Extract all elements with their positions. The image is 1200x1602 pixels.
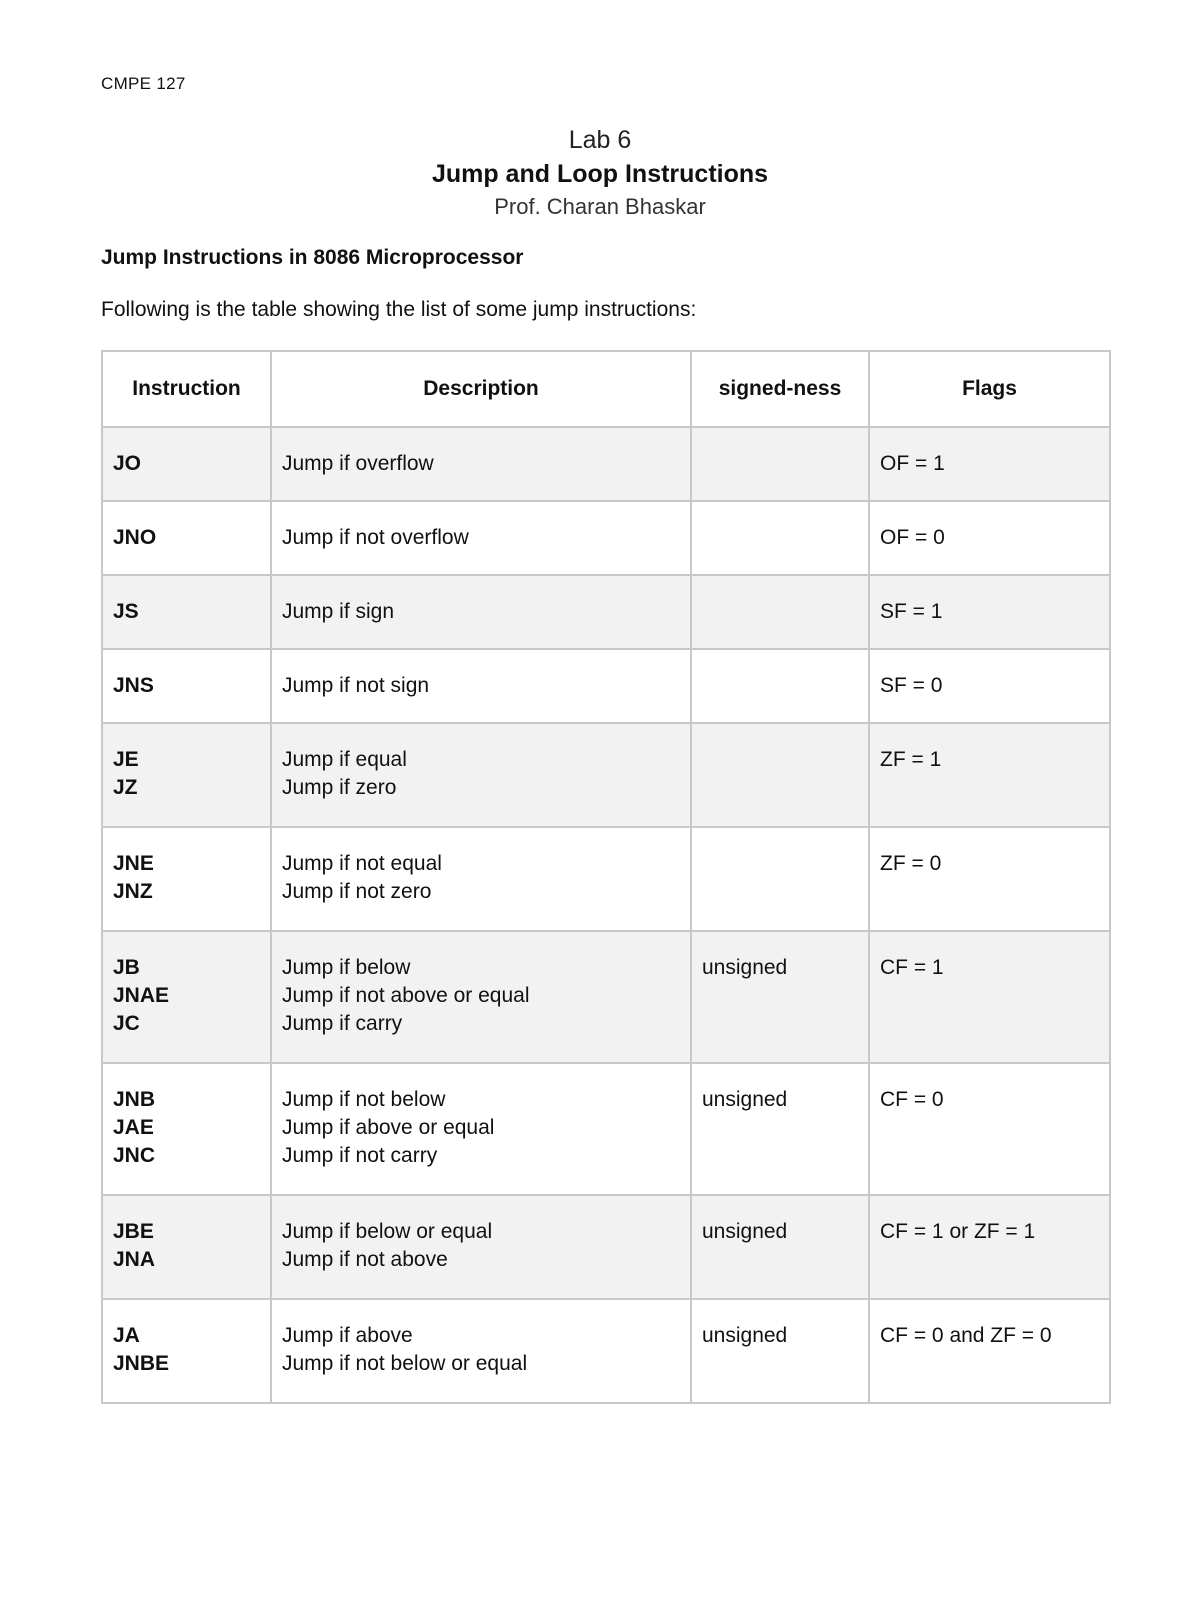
signedness-cell: unsigned: [691, 1063, 869, 1195]
instruction-mnemonic: JNBE: [113, 1352, 170, 1375]
signedness-cell: unsigned: [691, 1299, 869, 1403]
instruction-mnemonic: JA: [113, 1324, 140, 1347]
signedness-cell: [691, 649, 869, 723]
description-line: Jump if zero: [282, 776, 397, 799]
description-line: Jump if not equal: [282, 852, 442, 875]
description-line: Jump if not overflow: [282, 526, 469, 549]
table-row: [102, 649, 1110, 723]
instruction-mnemonic: JNA: [113, 1248, 156, 1271]
table-row: [102, 931, 1110, 1063]
description-cell: [271, 649, 691, 723]
signedness-cell: [691, 501, 869, 575]
description-line: Jump if not carry: [282, 1144, 438, 1167]
instruction-cell: [102, 1063, 271, 1195]
instruction-mnemonic: JE: [113, 748, 139, 771]
instruction-cell: [102, 1299, 271, 1403]
table-row: [102, 723, 1110, 827]
description-line: Jump if carry: [282, 1012, 403, 1035]
table-row: [102, 575, 1110, 649]
instruction-mnemonic: JBE: [113, 1220, 154, 1243]
instruction-cell: [102, 827, 271, 931]
section-heading: Jump Instructions in 8086 Microprocessor: [101, 246, 524, 269]
description-line: Jump if overflow: [282, 452, 434, 475]
jump-instructions-table: [101, 350, 1111, 1404]
instruction-mnemonic: JNZ: [113, 880, 153, 903]
instruction-mnemonic: JAE: [113, 1116, 154, 1139]
instruction-mnemonic: JS: [113, 600, 139, 623]
table-row: [102, 427, 1110, 501]
description-line: Jump if not sign: [282, 674, 430, 697]
description-line: Jump if below or equal: [282, 1220, 493, 1243]
header-description: Description: [271, 351, 691, 427]
header-instruction: Instruction: [102, 351, 271, 427]
instruction-cell: [102, 649, 271, 723]
signedness-cell: [691, 723, 869, 827]
instruction-cell: [102, 501, 271, 575]
description-line: Jump if equal: [282, 748, 407, 771]
signedness-cell: [691, 575, 869, 649]
table-header-row: [102, 351, 1110, 427]
header-signedness: signed-ness: [691, 351, 869, 427]
flags-cell: CF = 1 or ZF = 1: [869, 1195, 1110, 1299]
flags-cell: OF = 0: [869, 501, 1110, 575]
signedness-cell: unsigned: [691, 1195, 869, 1299]
instruction-mnemonic: JNB: [113, 1088, 156, 1111]
instruction-mnemonic: JC: [113, 1012, 140, 1035]
description-line: Jump if below: [282, 956, 411, 979]
description-line: Jump if not above or equal: [282, 984, 530, 1007]
description-line: Jump if above: [282, 1324, 413, 1347]
description-cell: [271, 575, 691, 649]
instruction-cell: [102, 1195, 271, 1299]
table-row: [102, 1299, 1110, 1403]
table-row: [102, 827, 1110, 931]
flags-cell: CF = 1: [869, 931, 1110, 1063]
description-line: Jump if not below or equal: [282, 1352, 528, 1375]
flags-cell: ZF = 0: [869, 827, 1110, 931]
professor-name: Prof. Charan Bhaskar: [494, 194, 706, 219]
table-row: [102, 1063, 1110, 1195]
instruction-mnemonic: JNS: [113, 674, 154, 697]
description-cell: [271, 427, 691, 501]
intro-text: Following is the table showing the list of some jump instructions:: [101, 298, 697, 321]
instruction-mnemonic: JB: [113, 956, 140, 979]
description-line: Jump if sign: [282, 600, 395, 623]
flags-cell: CF = 0: [869, 1063, 1110, 1195]
instruction-mnemonic: JZ: [113, 776, 138, 799]
flags-cell: ZF = 1: [869, 723, 1110, 827]
page-title: Jump and Loop Instructions: [431, 160, 769, 188]
description-cell: [271, 931, 691, 1063]
signedness-cell: [691, 427, 869, 501]
description-line: Jump if not below: [282, 1088, 446, 1111]
signedness-cell: unsigned: [691, 931, 869, 1063]
instruction-mnemonic: JNC: [113, 1144, 156, 1167]
lab-number: Lab 6: [568, 126, 632, 154]
description-cell: [271, 1299, 691, 1403]
instruction-mnemonic: JNE: [113, 852, 154, 875]
instruction-mnemonic: JNAE: [113, 984, 170, 1007]
flags-cell: OF = 1: [869, 427, 1110, 501]
instruction-cell: [102, 575, 271, 649]
instruction-cell: [102, 427, 271, 501]
description-line: Jump if not above: [282, 1248, 448, 1271]
description-line: Jump if not zero: [282, 880, 432, 903]
table-row: [102, 1195, 1110, 1299]
flags-cell: SF = 0: [869, 649, 1110, 723]
instruction-mnemonic: JO: [113, 452, 142, 475]
description-cell: [271, 723, 691, 827]
flags-cell: CF = 0 and ZF = 0: [869, 1299, 1110, 1403]
instruction-mnemonic: JNO: [113, 526, 157, 549]
description-cell: [271, 1063, 691, 1195]
description-cell: [271, 827, 691, 931]
description-cell: [271, 1195, 691, 1299]
instruction-cell: [102, 723, 271, 827]
flags-cell: SF = 1: [869, 575, 1110, 649]
description-line: Jump if above or equal: [282, 1116, 495, 1139]
instruction-cell: [102, 931, 271, 1063]
description-cell: [271, 501, 691, 575]
table-row: [102, 501, 1110, 575]
signedness-cell: [691, 827, 869, 931]
course-code: CMPE 127: [101, 74, 186, 93]
header-flags: Flags: [869, 351, 1110, 427]
